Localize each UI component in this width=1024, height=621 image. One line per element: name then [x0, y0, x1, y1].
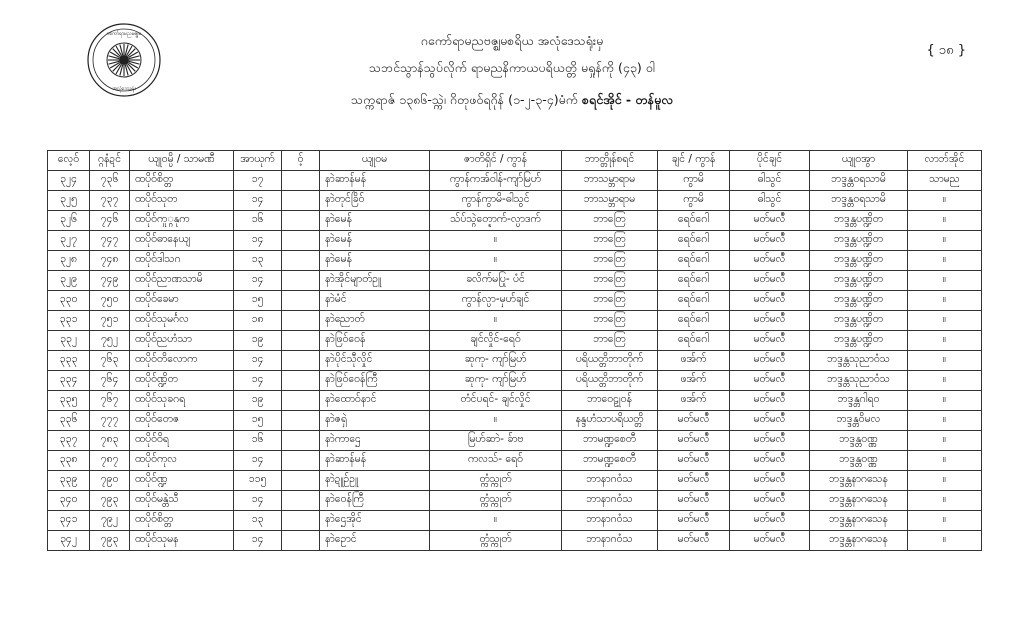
- table-cell: ၁၄: [234, 351, 282, 371]
- table-cell: ၁၉: [234, 331, 282, 351]
- table-cell: ၃၄၀: [48, 491, 90, 511]
- table-cell: မတ်မလဳ: [730, 511, 810, 531]
- table-cell: ၇၉၂: [90, 511, 130, 531]
- table-cell: ၃၂၇: [48, 231, 90, 251]
- table-cell: ၇၆၄: [90, 371, 130, 391]
- table-cell: ရေဝ်ဂေါ: [658, 291, 730, 311]
- table-cell: ဘာတြေ: [562, 291, 658, 311]
- table-cell: မတ်မလဳ: [658, 511, 730, 531]
- table-cell: ကွာမိ: [658, 191, 730, 211]
- table-cell: ဖအ်က်: [658, 391, 730, 411]
- column-header: အာယုက်: [234, 151, 282, 171]
- table-row: [48, 231, 982, 251]
- table-cell: [282, 171, 320, 191]
- table-cell: မတ်မလဳ: [730, 311, 810, 331]
- table-cell: နာဲဍူဉ်ဥူ: [320, 471, 430, 491]
- table-cell: ပရိယတ္တိဘာတိုက်: [562, 351, 658, 371]
- table-cell: ၇၆၇: [90, 391, 130, 411]
- table-cell: ၁၁၅: [234, 471, 282, 491]
- table-cell: ဘဒ္ဒန္တသုညာဝံသ: [810, 371, 908, 391]
- table-cell: ၇၅၀: [90, 291, 130, 311]
- table-cell: မတ်မလဳ: [730, 491, 810, 511]
- table-cell: ၃၄၂: [48, 531, 90, 551]
- table-cell: မတ်မလဳ: [730, 431, 810, 451]
- table-cell: ဘဒ္ဒန္တဂါရဝ: [810, 391, 908, 411]
- table-cell: ၇၄၇: [90, 231, 130, 251]
- office-name: ဂကော်ရာမညဗဇ္ဈမစရိယ အလုံဒေသရုံးမှ: [420, 33, 604, 48]
- table-row: [48, 511, 982, 531]
- table-cell: ၁၄: [234, 531, 282, 551]
- column-header: လာဘ်အိုင်: [908, 151, 982, 171]
- table-cell: နာဲမေန်: [320, 251, 430, 271]
- table-cell: ဓါသွင်: [730, 171, 810, 191]
- table-cell: ၃၄၁: [48, 511, 90, 531]
- table-cell: ဓါသွင်: [730, 191, 810, 211]
- table-cell: နာဲထောဝ်နာင်: [320, 391, 430, 411]
- table-row: [48, 451, 982, 471]
- table-cell: ၃၃၉: [48, 471, 90, 491]
- table-cell: ။: [908, 331, 982, 351]
- table-cell: မတ်မလဳ: [730, 471, 810, 491]
- column-header: ဘာတ္တိုန်စရင်: [562, 151, 658, 171]
- table-cell: [282, 271, 320, 291]
- document-date-line: [0, 92, 1024, 111]
- table-cell: ဘဒ္ဒန္တပဏ္ဍိတ: [810, 251, 908, 271]
- table-cell: ထပိုဝ်တေဇ: [130, 411, 234, 431]
- table-row: [48, 331, 982, 351]
- table-cell: မတ်မလဳ: [658, 431, 730, 451]
- table-cell: ။: [908, 531, 982, 551]
- table-cell: ဘဒ္ဒန္တပဏ္ဍိတ: [810, 311, 908, 331]
- table-cell: ၁၄: [234, 371, 282, 391]
- table-cell: မတ်မလဳ: [658, 411, 730, 431]
- table-cell: မတ်မလဳ: [730, 351, 810, 371]
- table-cell: ။: [908, 271, 982, 291]
- table-cell: ရေဝ်ဂေါ: [658, 311, 730, 331]
- table-row: [48, 191, 982, 211]
- table-cell: ရေဝ်ဂေါ: [658, 231, 730, 251]
- table-cell: ဘဒ္ဒန္တဝဏ္ဏ: [810, 431, 908, 451]
- table-row: [48, 431, 982, 451]
- table-cell: ထပိုဝ်ဓာနေယျ: [130, 231, 234, 251]
- table-row: [48, 211, 982, 231]
- column-header: ချင် / ကွာန်: [658, 151, 730, 171]
- table-cell: နာဲကာဌေ: [320, 431, 430, 451]
- table-cell: ၇၄၆: [90, 211, 130, 231]
- table-cell: ဖအ်က်: [658, 371, 730, 391]
- table-cell: ထပိုဝ်ခေမာ: [130, 291, 234, 311]
- table-cell: ၃၂၈: [48, 251, 90, 271]
- table-row: [48, 251, 982, 271]
- table-row: [48, 471, 982, 491]
- table-cell: ၃၃၂: [48, 331, 90, 351]
- table-cell: ။: [908, 491, 982, 511]
- table-cell: ၁၅: [234, 291, 282, 311]
- table-cell: သာမည: [908, 171, 982, 191]
- table-cell: နာဲတုင်ခြိဝ်: [320, 191, 430, 211]
- seal-arc-text: ဂကော်ရာမညမဇ္ဈမ: [106, 31, 142, 37]
- table-cell: ၁၄: [234, 191, 282, 211]
- table-cell: ၁၆: [234, 211, 282, 231]
- table-cell: ။: [430, 511, 562, 531]
- table-cell: [282, 491, 320, 511]
- table-cell: ဘဒ္ဒန္တပဏ္ဍိတ: [810, 291, 908, 311]
- table-cell: ၁၈: [234, 311, 282, 331]
- document-subtitle: သဘင်သွာန်သွပ်လိုက် ရာမညနိကာယပရိယတ္တိ မရှုန်ကို (၄၃) ဝါ: [369, 60, 655, 75]
- table-cell: ကွာန်ကအ်ဝါန်-ကျာ်မြဟ်: [430, 171, 562, 191]
- table-cell: ထပိုဝ်ဏ္ဍိတ: [130, 371, 234, 391]
- table-cell: သ်ပ်သ္ဂဲတ္ဍောက်-လ္ပာဒက်: [430, 211, 562, 231]
- table-cell: ချင်လှိုင်-ရေဝ်: [430, 331, 562, 351]
- table-cell: မတ်မလဳ: [730, 331, 810, 351]
- table-cell: ၇၅၂: [90, 331, 130, 351]
- table-cell: မတ်မလဳ: [730, 211, 810, 231]
- table-cell: ။: [430, 231, 562, 251]
- table-cell: ၇၈၇: [90, 451, 130, 471]
- table-cell: ရေဝ်ဂေါ: [658, 271, 730, 291]
- table-cell: ၃၂၉: [48, 271, 90, 291]
- column-header: ယျုဝမ္ပိ / သာမဏီ: [130, 151, 234, 171]
- table-cell: ဘဒ္ဒန္တနာဂသေန: [810, 511, 908, 531]
- table-cell: ဘာတြေ: [562, 271, 658, 291]
- table-cell: ၃၃၆: [48, 411, 90, 431]
- table-cell: ကွာန်ကွာမိ-ဓါသွင်: [430, 191, 562, 211]
- table-row: [48, 311, 982, 331]
- table-cell: ။: [908, 291, 982, 311]
- table-cell: ဘာတြေ: [562, 231, 658, 251]
- table-cell: နာဲမေန်: [320, 211, 430, 231]
- table-cell: ဘာနာဂဝံသ: [562, 531, 658, 551]
- table-cell: ထပိုဝ်သုမန: [130, 531, 234, 551]
- table-cell: နာဲအိုင်မျာတ်ဥူ: [320, 271, 430, 291]
- table-cell: ဘာမဏ္ဍစေတီ: [562, 451, 658, 471]
- table-cell: ရေဝ်ဂေါ: [658, 251, 730, 271]
- table-cell: ဘာတြေ: [562, 311, 658, 331]
- table-cell: ၁၃: [234, 511, 282, 531]
- table-cell: ၁၄: [234, 271, 282, 291]
- table-cell: ဘာသမ္ဘာရာမ: [562, 171, 658, 191]
- table-cell: ထပိုဝ်သုမင်္ဂလ: [130, 311, 234, 331]
- table-cell: မတ်မလဳ: [658, 491, 730, 511]
- table-cell: နာဲဆာန်မန်: [320, 171, 430, 191]
- column-header: ဇာတိရှိင် / ကွာန်: [430, 151, 562, 171]
- table-cell: ဆုကု- ကျာ်မြဟ်: [430, 351, 562, 371]
- table-cell: ဖအ်က်: [658, 351, 730, 371]
- table-cell: ။: [430, 411, 562, 431]
- table-cell: ထပိုဝ်ညာဏသာမိ: [130, 271, 234, 291]
- table-cell: မတ်မလဳ: [730, 411, 810, 431]
- table-cell: ထပိုဝ်ညဟံသာ: [130, 331, 234, 351]
- table-cell: ဘာနာဂဝံသ: [562, 491, 658, 511]
- table-cell: မတ်မလဳ: [730, 451, 810, 471]
- table-cell: ၇၃၆: [90, 171, 130, 191]
- table-cell: ဘဒ္ဒန္တပဏ္ဍိတ: [810, 231, 908, 251]
- table-cell: ထပိုဝ်ဒါသဂ: [130, 251, 234, 271]
- table-cell: ထပိုဝ်ဏ္ဍ: [130, 471, 234, 491]
- date-text: သက္ကရာဇ် ၁၃၈၆-သ္ကဲ၊ ဂိတုဖဝ်ရဂိုန် (၁-၂-၃-၄)မံက်: [351, 92, 578, 107]
- table-cell: ၇၃၇: [90, 191, 130, 211]
- table-cell: ၃၂၆: [48, 211, 90, 231]
- table-cell: မတ်မလဳ: [658, 531, 730, 551]
- table-cell: ၇၉၀: [90, 471, 130, 491]
- table-row: [48, 371, 982, 391]
- table-cell: ။: [430, 251, 562, 271]
- table-cell: ဘဒ္ဒန္တသုညာဝံသ: [810, 351, 908, 371]
- table-cell: နာဲဖြဝ်ဝေန်: [320, 331, 430, 351]
- table-cell: [282, 531, 320, 551]
- table-cell: ။: [908, 391, 982, 411]
- table-cell: ။: [908, 511, 982, 531]
- table-cell: နာဲမေန်: [320, 231, 430, 251]
- table-cell: ၇၅၁: [90, 311, 130, 331]
- table-cell: [282, 431, 320, 451]
- table-cell: ၁၅: [234, 411, 282, 431]
- table-header-row: [48, 151, 982, 171]
- table-cell: တ္ကံသ္ကုတ်: [430, 531, 562, 551]
- table-cell: မတ်မလဳ: [658, 451, 730, 471]
- table-cell: [282, 351, 320, 371]
- table-cell: ထပိုဝ်မန္တဲသီ: [130, 491, 234, 511]
- table-cell: ဆုကု- ကျာ်မြဟ်: [430, 371, 562, 391]
- table-cell: နာဲဝေန်ကြီ: [320, 491, 430, 511]
- table-cell: ဘဒ္ဒန္တဝဏ္ဏ: [810, 451, 908, 471]
- table-cell: ၇၉၃: [90, 531, 130, 551]
- table-cell: ထပိုဝ်သုခဂရ: [130, 391, 234, 411]
- table-cell: [282, 211, 320, 231]
- page-number: { ၁၈ }: [926, 43, 966, 58]
- table-cell: [282, 231, 320, 251]
- table-cell: နာဲဥောင်: [320, 531, 430, 551]
- table-cell: [282, 251, 320, 271]
- table-cell: ဘာသမ္ဘာရာမ: [562, 191, 658, 211]
- table-cell: ၁၆: [234, 431, 282, 451]
- table-cell: မတ်မလဳ: [730, 291, 810, 311]
- table-cell: ဘဒ္ဒန္တပဏ္ဍိတ: [810, 331, 908, 351]
- table-cell: နာဲမံင်: [320, 291, 430, 311]
- table-cell: နာဲဖြဝ်ဝေန်ကြီ: [320, 371, 430, 391]
- table-row: [48, 291, 982, 311]
- table-cell: ဘာတြေ: [562, 331, 658, 351]
- column-header: ယျုဝအွာ: [810, 151, 908, 171]
- table-cell: ၇၆၃: [90, 351, 130, 371]
- table-cell: ဘဒ္ဒန္တဝရသာမိ: [810, 171, 908, 191]
- table-cell: ရေဝ်ဂေါ: [658, 331, 730, 351]
- table-cell: [282, 451, 320, 471]
- table-cell: ။: [908, 471, 982, 491]
- table-cell: ။: [908, 371, 982, 391]
- table-cell: မတ်မလဳ: [730, 391, 810, 411]
- table-cell: ။: [908, 431, 982, 451]
- table-cell: ၃၃၇: [48, 431, 90, 451]
- table-cell: ဘဒ္ဒန္တဝရသာမိ: [810, 191, 908, 211]
- table-cell: ။: [908, 351, 982, 371]
- table-cell: တ္ကံသ္ကုတ်: [430, 471, 562, 491]
- table-cell: နာဲပိုင်သီုလှိုင်: [320, 351, 430, 371]
- table-cell: ဘာတြေ: [562, 251, 658, 271]
- table-cell: [282, 511, 320, 531]
- table-cell: ၃၂၄: [48, 171, 90, 191]
- table-cell: မတ်မလဳ: [730, 371, 810, 391]
- table-row: [48, 491, 982, 511]
- table-cell: ထပိုဝ်သုတ: [130, 191, 234, 211]
- table-cell: ၇၉၃: [90, 491, 130, 511]
- table-cell: ။: [908, 451, 982, 471]
- table-row: [48, 411, 982, 431]
- table-row: [48, 391, 982, 411]
- table-cell: ထပိုဝ်ကူ္ဂနုက: [130, 211, 234, 231]
- table-cell: ၇၇၇: [90, 411, 130, 431]
- table-row: [48, 351, 982, 371]
- table-cell: ဘဒ္ဒန္တပဏ္ဍိတ: [810, 211, 908, 231]
- table-cell: ၁၄: [234, 231, 282, 251]
- table-cell: ။: [430, 311, 562, 331]
- table-cell: ။: [908, 251, 982, 271]
- table-cell: [282, 191, 320, 211]
- table-cell: [282, 331, 320, 351]
- table-cell: နာဲညောတ်: [320, 311, 430, 331]
- table-cell: ပရိယတ္တိဘာတိုက်: [562, 371, 658, 391]
- table-cell: တ္ကံသ္ကုတ်: [430, 491, 562, 511]
- table-cell: နာဲဌေအိုင်: [320, 511, 430, 531]
- table-cell: ။: [908, 311, 982, 331]
- table-cell: ရေဝ်ဂေါ: [658, 211, 730, 231]
- column-header: ပိုင်ချင်: [730, 151, 810, 171]
- table-cell: ဘာမဏ္ဍစေတီ: [562, 431, 658, 451]
- table-cell: ထပိုဝ်ကုလ: [130, 451, 234, 471]
- table-cell: ၃၃၄: [48, 371, 90, 391]
- table-cell: [282, 371, 320, 391]
- table-row: [48, 271, 982, 291]
- table-cell: ၇၈၃: [90, 431, 130, 451]
- table-cell: ၃၃၁: [48, 311, 90, 331]
- table-cell: ။: [908, 231, 982, 251]
- table-cell: မတ်မလဳ: [730, 231, 810, 251]
- table-row: [48, 531, 982, 551]
- table-cell: ဘဒ္ဒန္တဝိမလ: [810, 411, 908, 431]
- table-cell: ၃၃၅: [48, 391, 90, 411]
- table-cell: မတ်မလဳ: [730, 251, 810, 271]
- table-cell: ကွာမိ: [658, 171, 730, 191]
- table-cell: ၃၃၃: [48, 351, 90, 371]
- table-cell: ဘဒ္ဒန္တနာဂသေန: [810, 531, 908, 551]
- table-cell: ။: [908, 211, 982, 231]
- table-cell: ကလသ်- ရေဝ်: [430, 451, 562, 471]
- table-cell: [282, 391, 320, 411]
- table-cell: ၇၄၈: [90, 251, 130, 271]
- table-cell: ၁၃: [234, 251, 282, 271]
- table-cell: နာဲဇရှဲ: [320, 411, 430, 431]
- table-cell: ဘဒ္ဒန္တနာဂသေန: [810, 471, 908, 491]
- column-header: ယျုဝမ: [320, 151, 430, 171]
- column-header: ဂ္ဂနံဍင်: [90, 151, 130, 171]
- table-cell: မြဟ်ဆာဲ- ခ်ာဗ: [430, 431, 562, 451]
- table-cell: မတ်မလဳ: [658, 471, 730, 491]
- table-cell: မတ်မလဳ: [730, 271, 810, 291]
- table-cell: ၃၂၅: [48, 191, 90, 211]
- table-cell: ဘဒ္ဒန္တပဏ္ဍိတ: [810, 271, 908, 291]
- table-cell: [282, 311, 320, 331]
- column-header: လေ့ဝ်: [48, 151, 90, 171]
- table-cell: ၁၉: [234, 391, 282, 411]
- table-cell: [282, 291, 320, 311]
- table-cell: ။: [908, 191, 982, 211]
- table-cell: နန္ဒဟံသာပရိယတ္တိ: [562, 411, 658, 431]
- table-cell: ဘာဝေဠုဝန်: [562, 391, 658, 411]
- table-cell: ထပိုဝ်တိလောက: [130, 351, 234, 371]
- table-cell: နာဲဆာန်မန်: [320, 451, 430, 471]
- table-cell: ။: [908, 411, 982, 431]
- table-cell: ၁၄: [234, 491, 282, 511]
- table-cell: ကွာန်လ္ပာ-မှဟ်ချင်: [430, 291, 562, 311]
- table-cell: ၃၃၀: [48, 291, 90, 311]
- table-cell: ထပိုဝ်စိတ္တ: [130, 171, 234, 191]
- table-cell: ၁၄: [234, 451, 282, 471]
- table-cell: [282, 411, 320, 431]
- table-cell: ဘဒ္ဒန္တနာဂသေန: [810, 491, 908, 511]
- table-cell: ဘာတြေ: [562, 211, 658, 231]
- table-cell: ထပိုဝ်ဝိရ: [130, 431, 234, 451]
- list-title: စရင်အိုင် - တန်မူလ: [581, 92, 673, 107]
- table-row: [48, 171, 982, 191]
- table-cell: ၇၄၉: [90, 271, 130, 291]
- column-header: ဝ့်: [282, 151, 320, 171]
- table-cell: ၁၇: [234, 171, 282, 191]
- table-cell: ဘာနာဂဝံသ: [562, 471, 658, 491]
- table-cell: ခလိက်မပြု- ပံင်: [430, 271, 562, 291]
- table-cell: ထပိုဝ်စိတ္တ: [130, 511, 234, 531]
- table-cell: ၃၃၈: [48, 451, 90, 471]
- table-cell: [282, 471, 320, 491]
- table-cell: ဘာနာဂဝံသ: [562, 511, 658, 531]
- monk-registry-table: [47, 150, 982, 551]
- table-cell: မတ်မလဳ: [730, 531, 810, 551]
- seal-bottom-text: အလုံဒေသရုံး: [112, 86, 136, 92]
- table-cell: တံင်ပရင်- ချင်လှိုင်: [430, 391, 562, 411]
